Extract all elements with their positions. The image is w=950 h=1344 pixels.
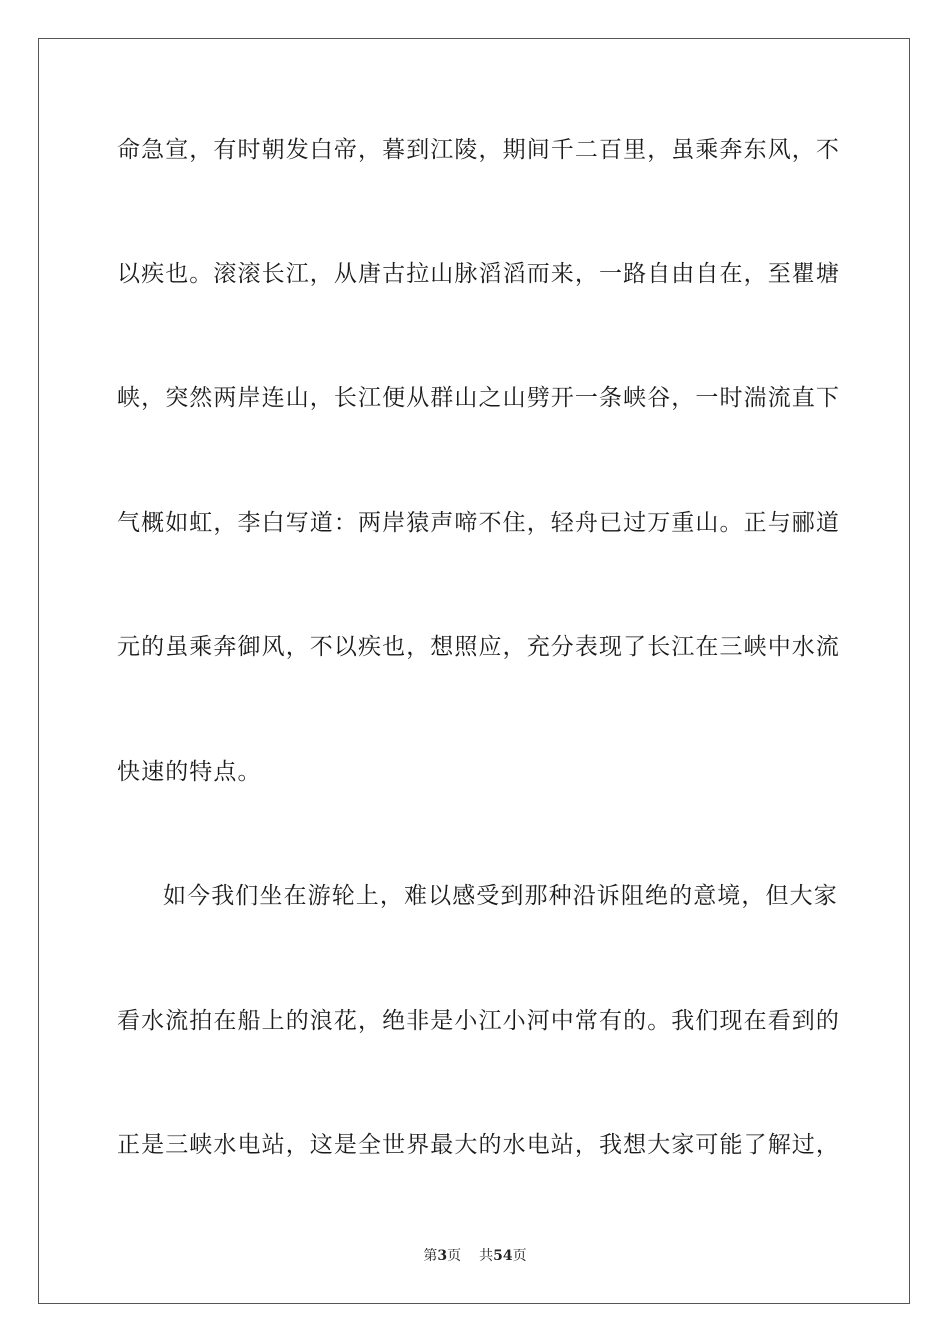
text-line: 峡，突然两岸连山，长江便从群山之山劈开一条峡谷，一时湍流直下	[117, 385, 840, 411]
total-pages: 54	[493, 1248, 513, 1264]
text-line: 元的虽乘奔御风，不以疾也，想照应，充分表现了长江在三峡中水流	[117, 634, 840, 660]
page-border	[38, 38, 910, 1304]
text-line: 命急宣，有时朝发白帝，暮到江陵，期间千二百里，虽乘奔东风，不	[117, 137, 840, 163]
page-footer	[0, 1246, 950, 1266]
text-line: 看水流拍在船上的浪花，绝非是小江小河中常有的。我们现在看到的	[117, 1008, 840, 1034]
total-prefix: 共	[479, 1248, 494, 1264]
page-prefix: 第	[423, 1248, 438, 1264]
text-line: 气概如虹，李白写道：两岸猿声啼不住，轻舟已过万重山。正与郦道	[117, 510, 840, 536]
paragraph-first-line: 如今我们坐在游轮上，难以感受到那种沿诉阻绝的意境，但大家	[163, 883, 838, 909]
text-line: 正是三峡水电站，这是全世界最大的水电站，我想大家可能了解过，	[117, 1132, 840, 1158]
text-line: 以疾也。滚滚长江，从唐古拉山脉滔滔而来，一路自由自在，至瞿塘	[117, 261, 840, 287]
page-suffix: 页	[447, 1248, 462, 1264]
total-suffix: 页	[512, 1248, 527, 1264]
page-number: 3	[437, 1248, 448, 1264]
text-line: 快速的特点。	[117, 759, 262, 785]
